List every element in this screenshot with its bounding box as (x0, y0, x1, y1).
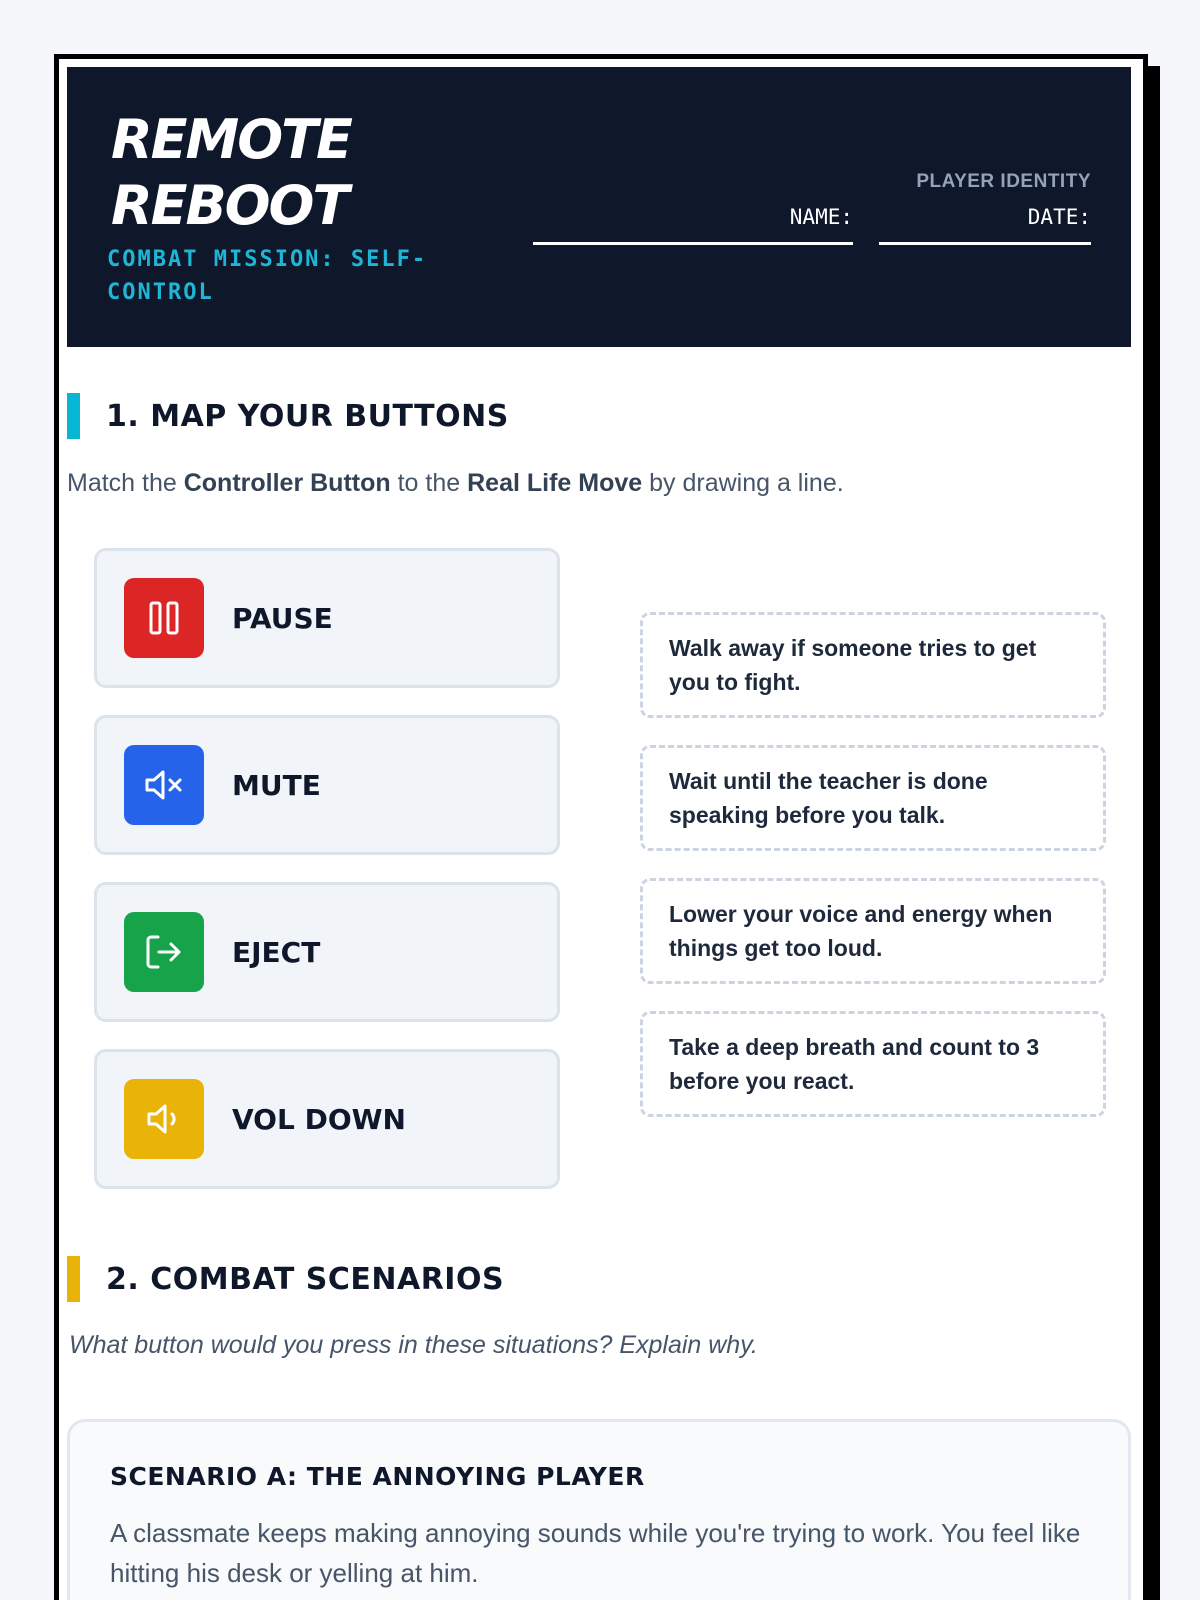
section-2-accent-bar (67, 1256, 80, 1302)
date-label: DATE: (1027, 205, 1091, 229)
worksheet-subtitle: COMBAT MISSION: SELF-CONTROL (107, 247, 428, 305)
section-1-instructions (67, 469, 844, 498)
section-1-title: 1. MAP YOUR BUTTONS (106, 398, 509, 434)
button-card-mute[interactable] (94, 715, 560, 855)
worksheet-title (111, 107, 351, 239)
section-1-accent-bar (67, 393, 80, 439)
section-2-heading (67, 1256, 504, 1302)
instr-bold-controller: Controller Button (183, 469, 391, 497)
name-label: NAME: (789, 205, 853, 229)
worksheet (54, 54, 1148, 1600)
button-label-eject: EJECT (232, 935, 321, 969)
button-label-mute: MUTE (232, 768, 321, 802)
eject-icon (124, 912, 204, 992)
instr-text: Match the (67, 469, 184, 497)
button-card-pause[interactable] (94, 548, 560, 688)
section-2-instructions: What button would you press in these situations? Explain why. (69, 1331, 758, 1359)
title-line-1: REMOTE (111, 108, 351, 171)
scenario-a-title: SCENARIO A: THE ANNOYING PLAYER (110, 1462, 645, 1491)
button-card-eject[interactable] (94, 882, 560, 1022)
name-field[interactable] (533, 203, 853, 245)
instr-bold-move: Real Life Move (467, 469, 643, 497)
header-banner (67, 67, 1131, 347)
scenario-a-card (67, 1419, 1131, 1600)
date-field[interactable] (879, 203, 1091, 245)
section-2-title: 2. COMBAT SCENARIOS (106, 1261, 505, 1297)
move-card-1[interactable]: Walk away if someone tries to get you to fight. (640, 612, 1106, 718)
instr-text: by drawing a line. (642, 469, 844, 497)
volume-down-icon (124, 1079, 204, 1159)
move-card-3[interactable]: Lower your voice and energy when things get too loud. (640, 878, 1106, 984)
player-identity-label: PLAYER IDENTITY (916, 171, 1091, 192)
button-card-vol-down[interactable] (94, 1049, 560, 1189)
section-1-heading (67, 393, 509, 439)
instr-text: to the (390, 469, 468, 497)
move-card-4[interactable]: Take a deep breath and count to 3 before you react. (640, 1011, 1106, 1117)
button-label-pause: PAUSE (232, 601, 333, 635)
mute-icon (124, 745, 204, 825)
button-label-vol-down: VOL DOWN (232, 1102, 406, 1136)
title-line-2: REBOOT (111, 174, 348, 237)
pause-icon (124, 578, 204, 658)
scenario-a-text: A classmate keeps making annoying sounds while you're trying to work. You feel like hitting his desk or yelling at him. (110, 1518, 1081, 1588)
move-card-2[interactable]: Wait until the teacher is done speaking before you talk. (640, 745, 1106, 851)
